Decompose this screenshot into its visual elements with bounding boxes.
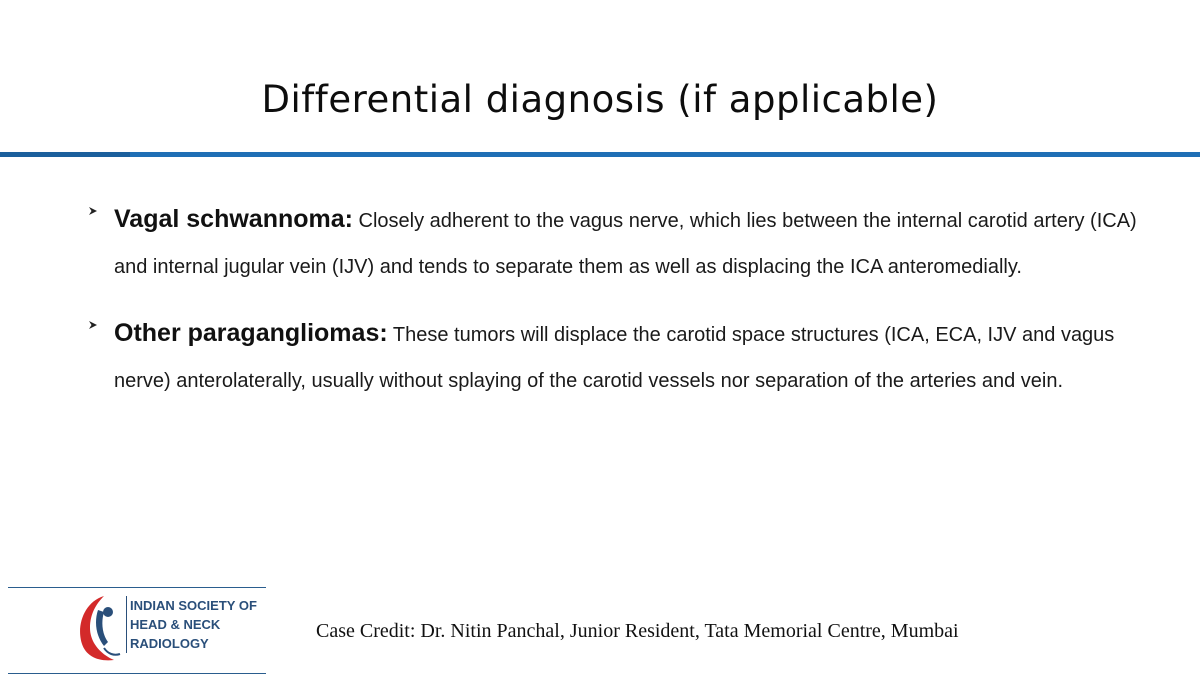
bullet-item xyxy=(80,310,1140,404)
bullet-description: These tumors will displace the carotid space structures (ICA, ECA, IJV and vagus nerve) anterolaterally, usually without splaying of the carotid vessels nor separation of the arteries and vein. xyxy=(114,324,1115,392)
bullet-description: Closely adherent to the vagus nerve, which lies between the internal carotid artery (ICA) and internal jugular vein (IJV) and tends to separate them as well as displacing the ICA anteromedially. xyxy=(114,210,1137,278)
footer-divider-bottom xyxy=(8,673,266,674)
ishnr-logo-icon xyxy=(74,592,126,668)
bullet-item xyxy=(80,196,1140,290)
bullet-text: Vagal schwannoma: Closely adherent to the vagus nerve, which lies between the internal carotid artery (ICA) and internal jugular vein (IJV) and tends to separate them as well as displacing the ICA anteromedially. xyxy=(114,205,1137,278)
logo-line: INDIAN SOCIETY OF xyxy=(130,598,257,613)
arrow-bullet-icon xyxy=(86,204,100,218)
slide-title: Differential diagnosis (if applicable) xyxy=(261,78,939,121)
logo-line: RADIOLOGY xyxy=(130,636,209,651)
bullet-text: Other paragangliomas: These tumors will displace the carotid space structures (ICA, ECA, IJV and vagus nerve) anterolaterally, usually without splaying of the carotid vessels nor separation of the arteries and vein. xyxy=(114,319,1115,392)
logo-line: HEAD & NECK xyxy=(130,617,221,632)
bullet-term: Vagal schwannoma xyxy=(114,205,345,233)
footer-divider-top xyxy=(8,587,266,588)
case-credit: Case Credit: Dr. Nitin Panchal, Junior Resident, Tata Memorial Centre, Mumbai xyxy=(316,620,959,642)
bullet-list xyxy=(80,196,1140,424)
bullet-term: Other paragangliomas xyxy=(114,319,380,347)
logo-wordmark xyxy=(126,596,257,653)
title-divider xyxy=(0,152,1200,158)
arrow-bullet-icon xyxy=(86,318,100,332)
